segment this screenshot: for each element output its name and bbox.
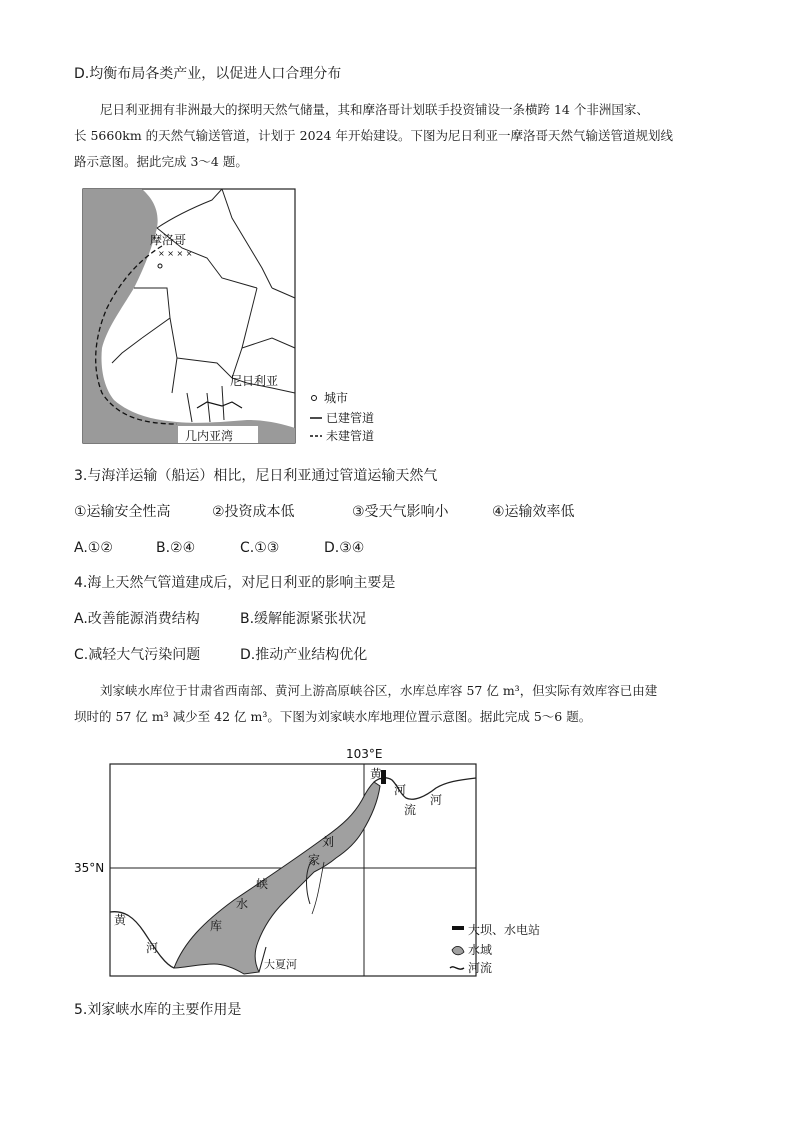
option-d-line: D.均衡布局各类产业，以促进人口合理分布 <box>74 66 342 82</box>
paragraph-nigeria-line2: 长 5660km 的天然气输送管道，计划于 2024 年开始建设。下图为尼日利亚一摩洛哥天然气输送管道规划线 <box>74 128 673 143</box>
q3-statement-4: ④运输效率低 <box>492 504 575 520</box>
paragraph-nigeria-line1: 尼日利亚拥有非洲最大的探明天然气储量，其和摩洛哥计划联手投资铺设一条横跨 14 个非洲国家、 <box>100 102 649 117</box>
latitude-label: 35°N <box>74 861 105 875</box>
legend-water-label: 水域 <box>468 943 493 957</box>
q4-option-b: B.缓解能源紧张状况 <box>240 611 367 627</box>
daxia-river-label: 大夏河 <box>264 958 297 971</box>
legend-river-label: 河流 <box>468 961 493 975</box>
q3-statement-2: ②投资成本低 <box>212 504 295 520</box>
river-huang-left: 黄 <box>114 913 127 927</box>
q3-option-c: C.①③ <box>240 540 280 556</box>
reservoir-char-5: 库 <box>210 919 223 933</box>
liujiaxia-reservoir-map <box>74 742 584 982</box>
legend-built-label: 已建管道 <box>326 411 375 425</box>
q3-option-d: D.③④ <box>324 540 365 556</box>
question-4: 4.海上天然气管道建成后，对尼日利亚的影响主要是 <box>74 575 396 591</box>
legend-city-label: 城市 <box>324 391 349 405</box>
reservoir-char-2: 家 <box>308 853 321 867</box>
q3-statement-1: ①运输安全性高 <box>74 504 171 520</box>
river-he-right: 河 <box>430 793 443 807</box>
paragraph-nigeria-line3: 路示意图。据此完成 3～4 题。 <box>74 154 248 169</box>
question-5: 5.刘家峡水库的主要作用是 <box>74 1002 242 1018</box>
q3-option-a: A.①② <box>74 540 113 556</box>
morocco-label: 摩洛哥 <box>150 233 187 247</box>
river-huang-top: 黄 <box>370 767 383 781</box>
q4-option-a: A.改善能源消费结构 <box>74 611 200 627</box>
legend-dam-label: 大坝、水电站 <box>468 923 541 937</box>
river-he-top: 河 <box>394 783 407 797</box>
q4-option-c: C.减轻大气污染问题 <box>74 647 201 663</box>
reservoir-char-3: 峡 <box>256 877 269 891</box>
reservoir-char-1: 刘 <box>322 835 335 849</box>
gulf-label: 几内亚湾 <box>185 429 234 443</box>
question-3: 3.与海洋运输（船运）相比，尼日利亚通过管道运输天然气 <box>74 468 438 484</box>
paragraph-liujiaxia-line1: 刘家峡水库位于甘肃省西南部、黄河上游高原峡谷区，水库总库容 57 亿 m³，但实际有效库容已由建 <box>100 683 658 698</box>
svg-text:× × × ×: × × × × <box>158 249 193 258</box>
nigeria-label: 尼日利亚 <box>230 374 279 388</box>
longitude-label: 103°E <box>346 747 383 761</box>
paragraph-liujiaxia-line2: 坝时的 57 亿 m³ 减少至 42 亿 m³。下图为刘家峡水库地理位置示意图。据此完成 5～6 题。 <box>74 709 592 724</box>
q3-statement-3: ③受天气影响小 <box>352 504 449 520</box>
q4-option-d: D.推动产业结构优化 <box>240 647 368 663</box>
legend-planned-label: 未建管道 <box>326 429 375 443</box>
nigeria-morocco-pipeline-map <box>82 188 392 446</box>
reservoir-char-4: 水 <box>236 897 249 911</box>
river-he-left: 河 <box>146 941 159 955</box>
river-liu-label: 流 <box>404 803 417 817</box>
q3-option-b: B.②④ <box>156 540 196 556</box>
